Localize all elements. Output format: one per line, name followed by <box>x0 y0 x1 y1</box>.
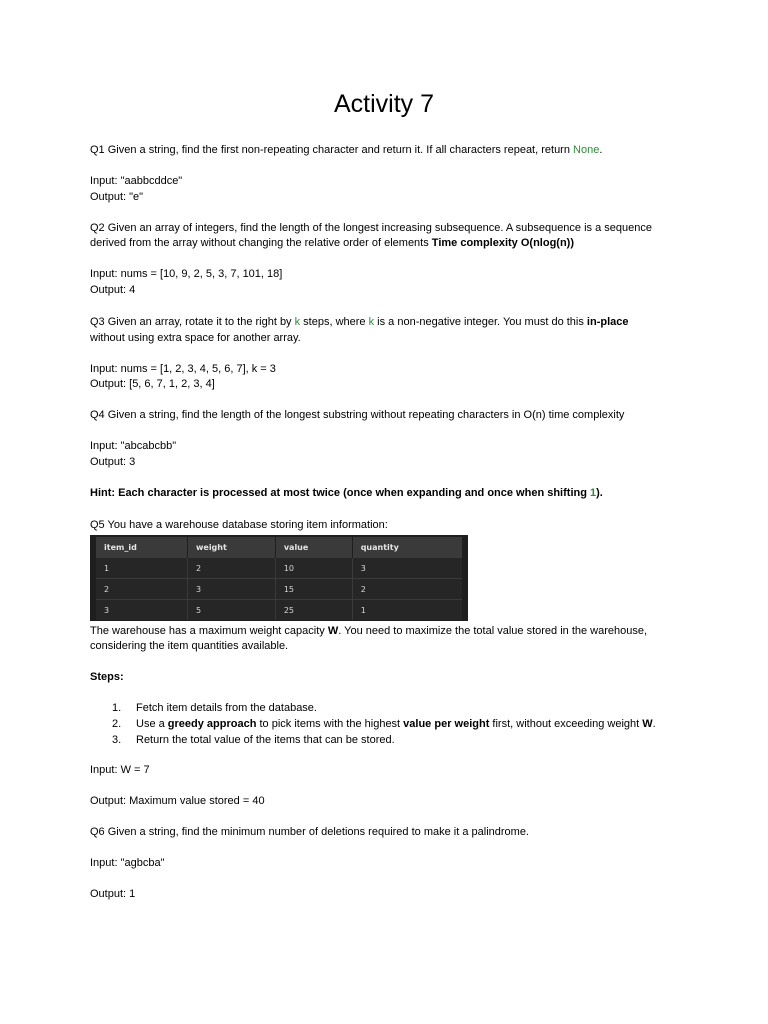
q1-question: Q1 Given a string, find the first non-repeating character and return it. If all characters repeat, return None. <box>90 144 603 156</box>
q2-question-line2: derived from the array without changing the relative order of elements Time complexity O(nlog(n)) <box>90 237 574 249</box>
column-header: item_id <box>96 537 188 558</box>
table-cell: 3 <box>96 600 188 621</box>
q6-output: Output: 1 <box>90 888 136 900</box>
q3-question-line2: without using extra space for another array. <box>90 332 301 344</box>
hint-number: 1 <box>590 487 597 499</box>
table-cell: 5 <box>188 600 276 621</box>
steps-label: Steps: <box>90 671 124 683</box>
q2-complexity: Time complexity O(nlog(n)) <box>431 237 574 249</box>
table-cell: 2 <box>188 558 276 579</box>
table-cell: 3 <box>188 579 276 600</box>
k-variable: k <box>294 316 301 328</box>
table-cell: 3 <box>352 558 462 579</box>
table-cell: 2 <box>96 579 188 600</box>
warehouse-table <box>96 537 462 620</box>
q3-input: Input: nums = [1, 2, 3, 4, 5, 6, 7], k = 3 <box>90 363 276 375</box>
q5-description-line2: considering the item quantities available. <box>90 640 289 652</box>
table-cell: 1 <box>96 558 188 579</box>
list-item: 2. Use a greedy approach to pick items with the highest value per weight first, without exceeding weight W. <box>112 718 656 730</box>
table-cell: 25 <box>275 600 352 621</box>
table-cell: 1 <box>352 600 462 621</box>
q6-question: Q6 Given a string, find the minimum number of deletions required to make it a palindrome. <box>90 826 529 838</box>
q1-input: Input: "aabbcddce" <box>90 175 183 187</box>
table-row <box>96 558 462 579</box>
table-header-row <box>96 537 462 558</box>
table-cell: 15 <box>275 579 352 600</box>
list-item: 1. Fetch item details from the database. <box>112 702 317 714</box>
q2-output: Output: 4 <box>90 284 136 296</box>
table-cell: 2 <box>352 579 462 600</box>
q5-question: Q5 You have a warehouse database storing item information: <box>90 519 388 531</box>
column-header: weight <box>188 537 276 558</box>
q4-hint: Hint: Each character is processed at most twice (once when expanding and once when shifting 1). <box>90 487 603 499</box>
q4-input: Input: "abcabcbb" <box>90 440 177 452</box>
q2-input: Input: nums = [10, 9, 2, 5, 3, 7, 101, 18] <box>90 268 283 280</box>
q5-input: Input: W = 7 <box>90 764 150 776</box>
q5-description-line1: The warehouse has a maximum weight capacity W. You need to maximize the total value stored in the warehouse, <box>90 625 648 637</box>
none-keyword: None <box>573 144 600 156</box>
q3-output: Output: [5, 6, 7, 1, 2, 3, 4] <box>90 378 215 390</box>
capacity-variable: W <box>327 625 339 637</box>
in-place-term: in-place <box>586 316 629 328</box>
column-header: quantity <box>352 537 462 558</box>
q2-question-line1: Q2 Given an array of integers, find the length of the longest increasing subsequence. A subsequence is a sequence <box>90 222 652 234</box>
q5-output: Output: Maximum value stored = 40 <box>90 795 265 807</box>
table-cell: 10 <box>275 558 352 579</box>
q4-output: Output: 3 <box>90 456 136 468</box>
list-item: 3. Return the total value of the items that can be stored. <box>112 734 395 746</box>
page-title: Activity 7 <box>333 90 435 118</box>
q6-input: Input: "agbcba" <box>90 857 165 869</box>
q1-output: Output: "e" <box>90 191 144 203</box>
warehouse-table-screenshot <box>90 535 468 621</box>
column-header: value <box>275 537 352 558</box>
q4-question: Q4 Given a string, find the length of the longest substring without repeating characters in O(n) time complexity <box>90 409 625 421</box>
table-row <box>96 600 462 621</box>
table-row <box>96 579 462 600</box>
q3-question-line1: Q3 Given an array, rotate it to the right by k steps, where k is a non-negative integer. You must do this in-place <box>90 316 629 328</box>
k-variable: k <box>368 316 375 328</box>
